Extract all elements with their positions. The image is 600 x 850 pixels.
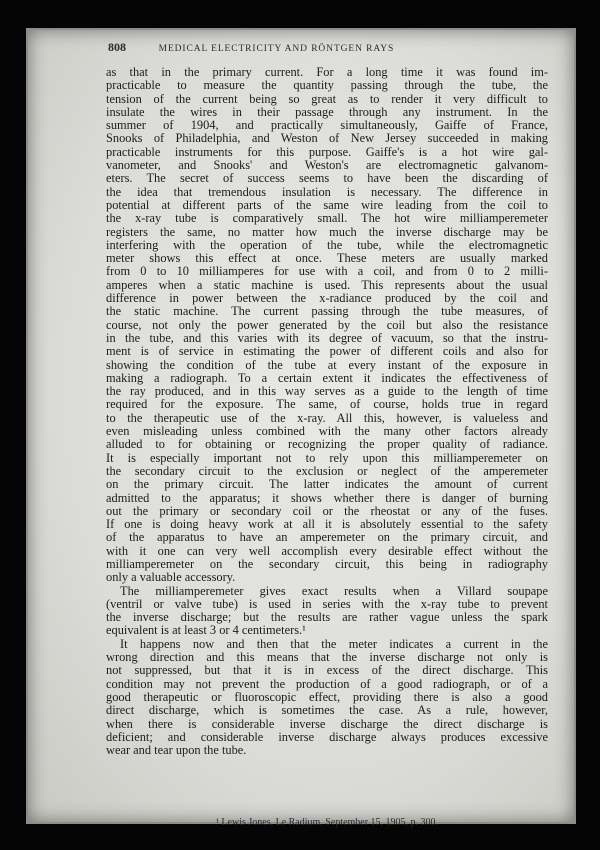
book-page (26, 28, 576, 828)
text-line: difference in power between the x-radiance produced by the coil and (106, 291, 548, 306)
text-line: required for the exposure. The same, of course, holds true in regard (106, 397, 548, 412)
paragraph-2 (106, 585, 548, 638)
running-title: MEDICAL ELECTRICITY AND RÖNTGEN RAYS (158, 44, 395, 54)
text-line: as that in the primary current. For a long time it was found im- (106, 65, 548, 79)
text-line: out the primary or secondary coil or the rheostat or any of the fuses. (106, 503, 548, 518)
text-line: summer of 1904, and practically simultaneously, Gaiffe of France, (106, 118, 548, 133)
text-line: making a radiograph. To a certain extent it indicates the effectiveness of (106, 370, 548, 385)
text-line: deficient; and considerable inverse discharge always produces excessive (106, 729, 548, 744)
text-line: when there is considerable inverse discharge the direct discharge is (106, 716, 548, 731)
text-line: wear and tear upon the tube. (106, 743, 247, 758)
text-line: good therapeutic or fluoroscopic effect, providing there is also a good (106, 689, 548, 704)
text-line: condition may not prevent the production of a good radiograph, or of a (106, 676, 548, 691)
text-line: practicable instruments for this purpose. Gaiffe's is a hot wire gal- (106, 144, 548, 159)
text-line: from 0 to 10 milliamperes for use with a coil, and from 0 to 2 milli- (106, 264, 548, 279)
text-line: on the primary circuit. The latter indicates the amount of current (106, 477, 548, 492)
text-line: with it one can very well accomplish every desirable effect without the (106, 543, 548, 558)
text-line: not suppressed, but that it is in excess of the direct discharge. This (106, 663, 548, 678)
text-line: equivalent is at least 3 or 4 centimeters.¹ (106, 623, 306, 638)
text-line: meter shows this effect at once. These meters are usually marked (106, 251, 548, 266)
page-number: 808 (108, 40, 126, 54)
text-line: admitted to the apparatus; it shows whether there is danger of burning (106, 490, 548, 505)
text-line: ment is of service in estimating the power of different coils and also for (106, 344, 548, 359)
paragraph-3 (106, 638, 548, 758)
text-line: the secondary circuit to the exclusion or neglect of the amperemeter (106, 463, 548, 478)
text-line: showing the condition of the tube at every instant of the exposure in (106, 357, 548, 372)
text-line: alluded to for obtaining or recognizing the proper quality of radiance. (106, 437, 548, 452)
text-line: It happens now and then that the meter indicates a current in the (120, 636, 548, 651)
text-line: only a valuable accessory. (106, 570, 236, 585)
text-line: to the therapeutic use of the x-ray. All this, however, is valueless and (106, 410, 548, 425)
paragraph-1 (106, 66, 548, 585)
text-line: wrong direction and this means that the inverse discharge not only is (106, 650, 548, 665)
text-line: If one is doing heavy work at all it is absolutely essential to the safety (106, 517, 548, 532)
text-line: The milliamperemeter gives exact results when a Villard soupape (120, 583, 548, 598)
text-line: the idea that tremendous insulation is necessary. The difference in (106, 184, 548, 199)
text-line: It is especially important not to rely upon this milliamperemeter on (106, 450, 548, 465)
text-line: milliamperemeter on the secondary circuit, this being in radiography (106, 556, 548, 571)
text-line: the static machine. The current passing through the tube measures, of (106, 304, 548, 319)
text-line: (ventril or valve tube) is used in series with the x-ray tube to prevent (106, 596, 548, 611)
text-line: vanometer, and Snooks' and Weston's are electromagnetic galvanom- (106, 158, 548, 173)
text-line: direct discharge, which is sometimes the case. As a rule, however, (106, 703, 548, 718)
text-line: registers the same, no matter how much the inverse discharge may be (106, 224, 548, 239)
text-line: potential at different parts of the same wire leading from the coil to (106, 197, 548, 212)
page-header (108, 40, 518, 55)
text-line: the ray produced, and in this way serves as a guide to the length of time (106, 384, 548, 399)
text-line: interfering with the operation of the tube, while the electromagnetic (106, 237, 548, 252)
text-line: insulate the wires in their passage through any instrument. In the (106, 104, 548, 119)
text-line: even misleading unless combined with the many other factors already (106, 424, 548, 439)
text-line: in the tube, and this varies with its degree of vacuum, so that the instru- (106, 330, 548, 345)
text-line: course, not only the power generated by the coil but also the resistance (106, 317, 548, 332)
text-line: tension of the current being so great as to render it very difficult to (106, 91, 548, 106)
page-body (106, 65, 548, 828)
text-line: amperes when a static machine is used. This represents about the usual (106, 277, 548, 292)
text-line: eters. The secret of success seems to have been the discarding of (106, 171, 548, 186)
text-line: of the apparatus to have an amperemeter on the primary circuit, and (106, 530, 548, 545)
text-line: the inverse discharge; but the results are rather vague unless the spark (106, 610, 548, 625)
text-line: practicable to measure the quantity passing through the tube, the (106, 78, 548, 93)
text-line: the x-ray tube is comparatively small. The hot wire milliamperemeter (106, 211, 548, 226)
footnote: ¹ Lewis Jones, Le Radium, September 15, 1905, p. 300. (215, 817, 439, 828)
text-line: Snooks of Philadelphia, and Weston of New Jersey succeeded in making (106, 131, 548, 146)
